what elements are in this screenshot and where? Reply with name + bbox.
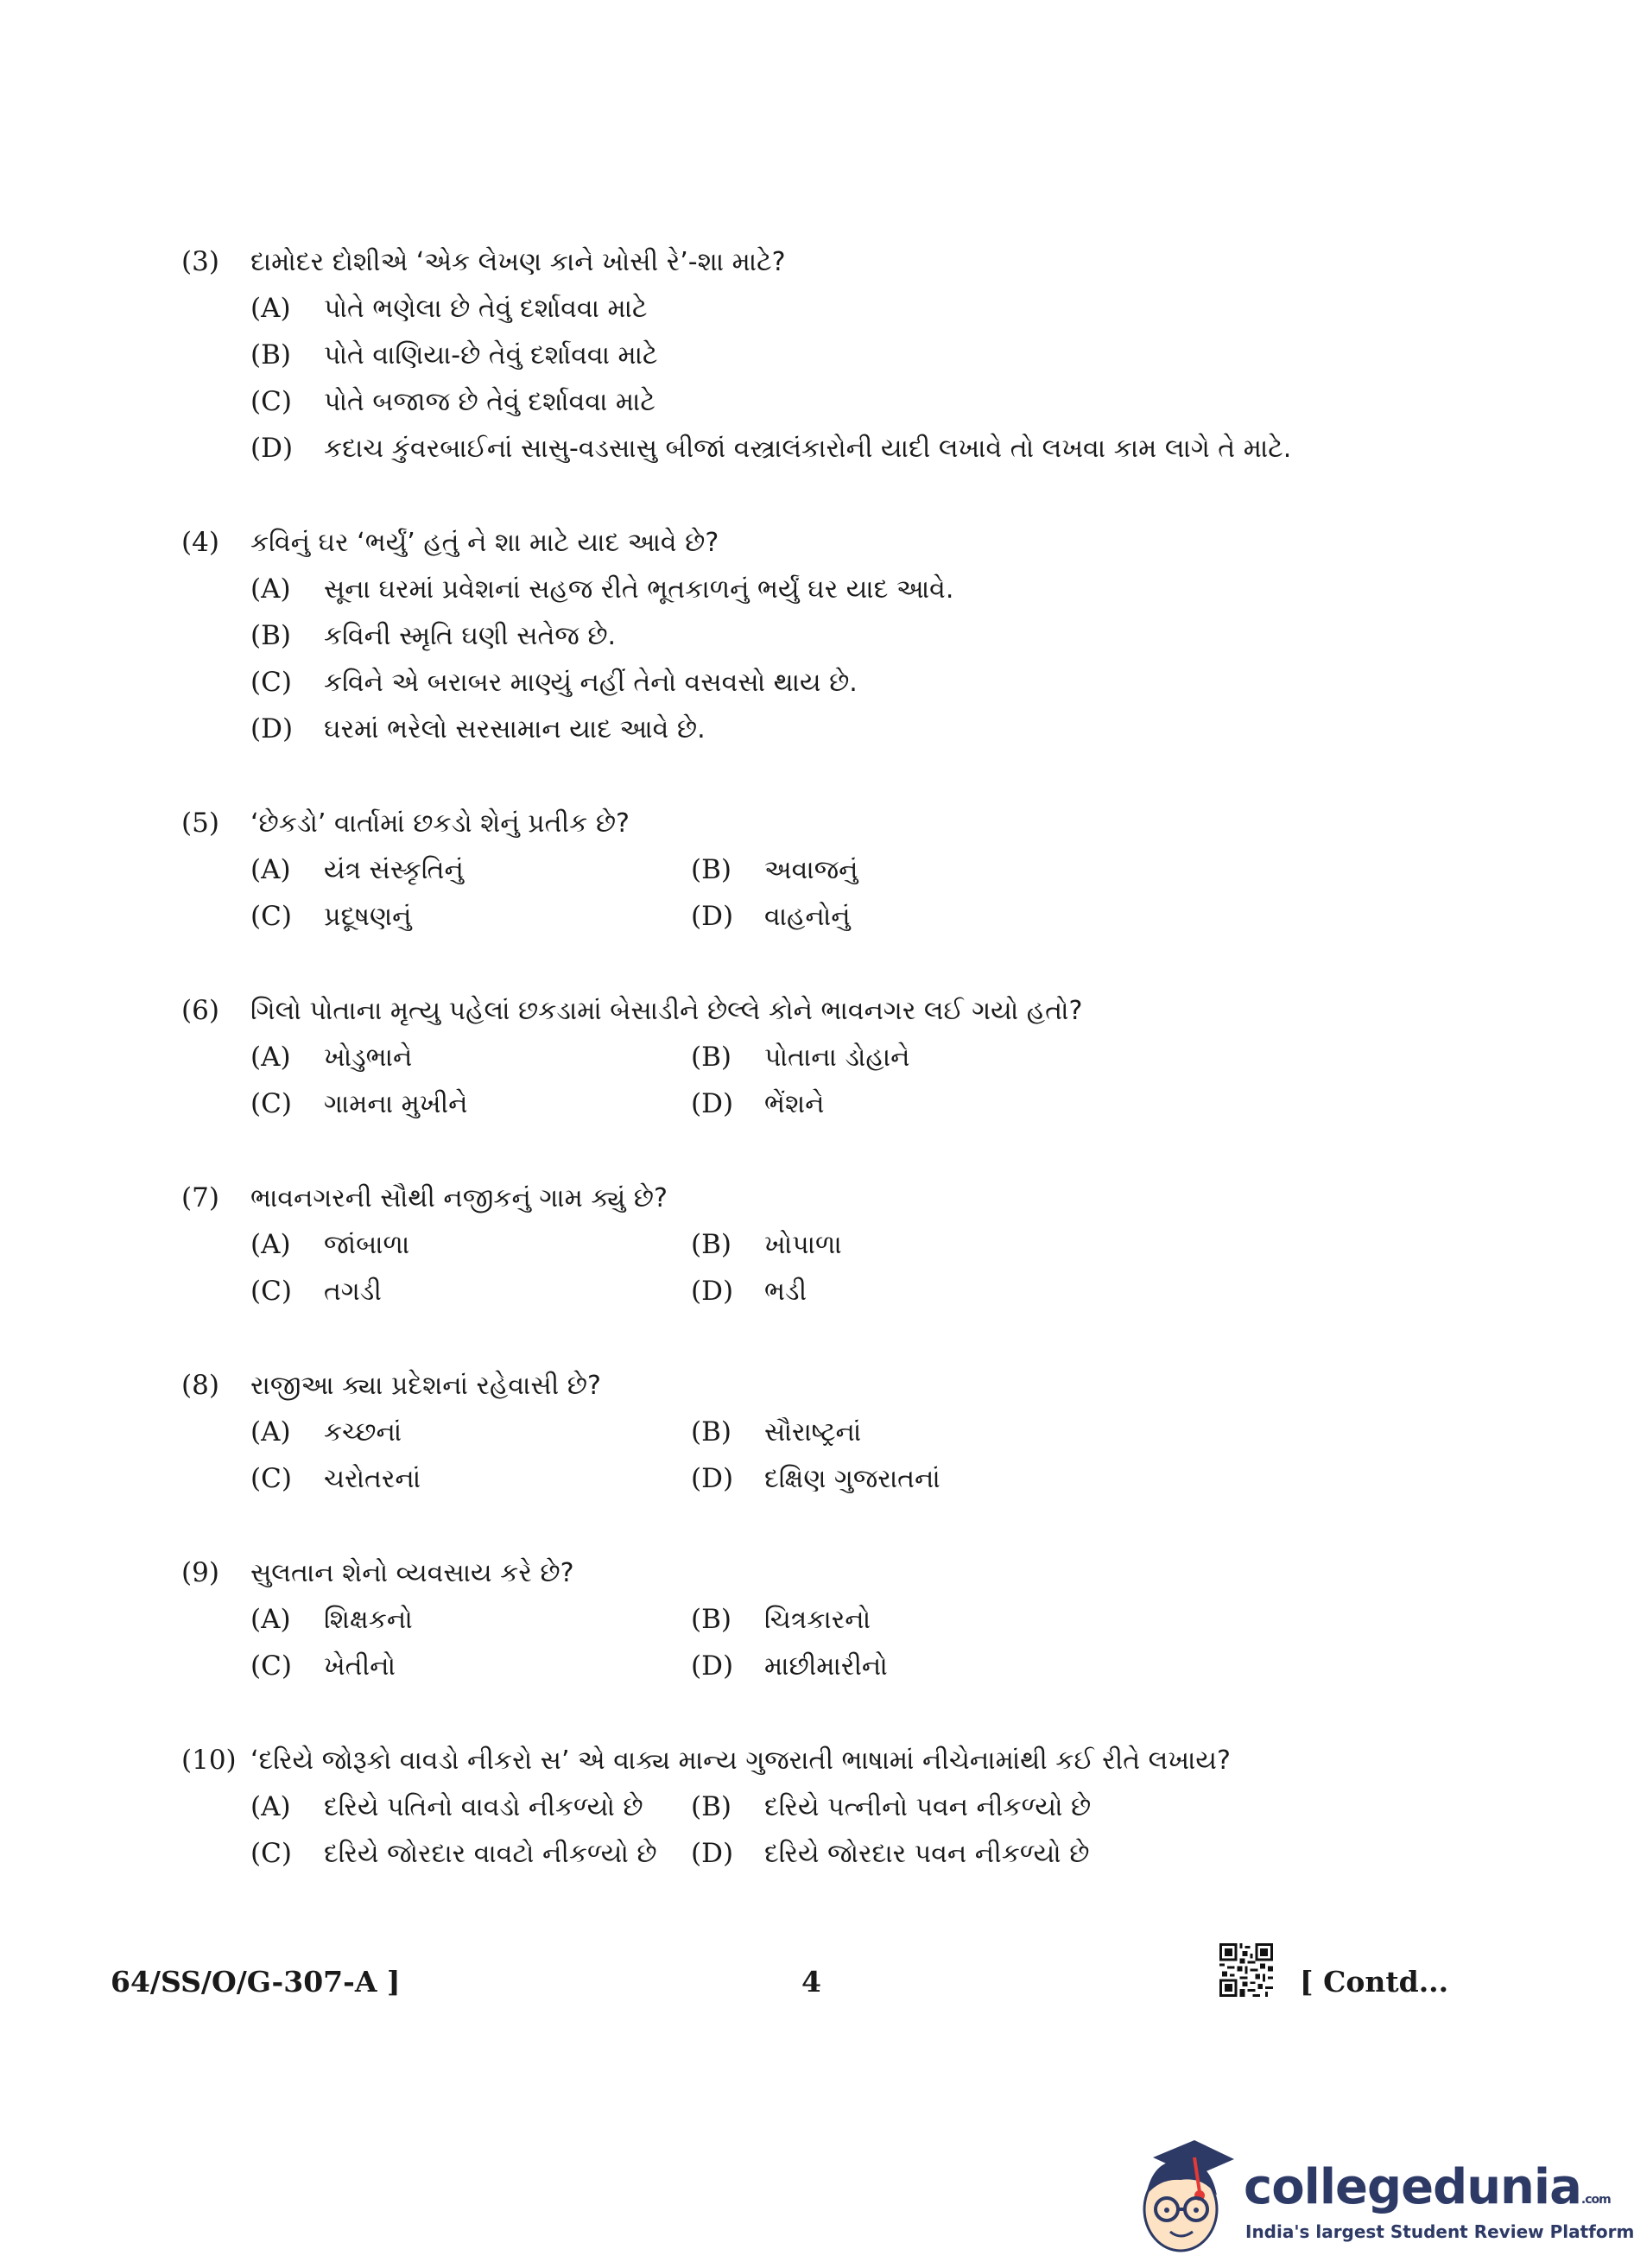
option: (A) કચ્છનાં bbox=[250, 1416, 402, 1448]
option: (D) માછીમારીનો bbox=[691, 1650, 888, 1682]
option: (B) પોતે વાણિયા-છે તેવું દર્શાવવા માટે bbox=[250, 339, 658, 371]
paper-code: 64/SS/O/G-307-A ] bbox=[111, 1965, 401, 1999]
option: (B) દરિયે પત્નીનો પવન નીકળ્યો છે bbox=[691, 1791, 1092, 1822]
question-8 bbox=[181, 1370, 1373, 1510]
option: (A) યંત્ર સંસ્કૃતિનું bbox=[250, 854, 464, 885]
question-6 bbox=[181, 995, 1373, 1135]
option: (A) જાંબાળા bbox=[250, 1229, 410, 1260]
page-number: 4 bbox=[801, 1965, 821, 1999]
option: (C) ચરોતરનાં bbox=[250, 1463, 421, 1494]
question-5 bbox=[181, 808, 1373, 947]
question-text: ‘દરિયે જોરૂકો વાવડો નીકરો સ’ એ વાક્ય માન્ય ગુજરાતી ભાષામાં નીચેનામાંથી કઈ રીતે લખાય? bbox=[250, 1745, 1231, 1776]
option: (C) ગામના મુખીને bbox=[250, 1088, 468, 1119]
option: (C) ખેતીનો bbox=[250, 1650, 396, 1682]
option: (A) સૂના ઘરમાં પ્રવેશનાં સહજ રીતે ભૂતકાળનું ભર્યું ઘર યાદ આવે. bbox=[250, 573, 954, 605]
option: (C) કવિને એ બરાબર માણ્યું નહીં તેનો વસવસો થાય છે. bbox=[250, 667, 858, 698]
option: (B) પોતાના ડોહાને bbox=[691, 1042, 910, 1073]
question-text: કવિનું ઘર ‘ભર્યું’ હતું ને શા માટે યાદ આવે છે? bbox=[250, 528, 719, 558]
option: (D) કદાચ કુંવરબાઈનાં સાસુ-વડસાસુ બીજાં વસ્ત્રાલંકારોની યાદી લખાવે તો લખવા કામ લાગે તે માટે. bbox=[250, 433, 1292, 464]
collegedunia-logo bbox=[1127, 2116, 1634, 2263]
option: (A) શિક્ષકનો bbox=[250, 1604, 413, 1635]
question-text: ગિલો પોતાના મૃત્યુ પહેલાં છકડામાં બેસાડીને છેલ્લે કોને ભાવનગર લઈ ગયો હતો? bbox=[250, 996, 1083, 1026]
logo-tld: .com bbox=[1580, 2193, 1611, 2207]
option: (D) ભડી bbox=[691, 1276, 808, 1307]
question-number: (9) bbox=[181, 1557, 219, 1588]
question-7 bbox=[181, 1182, 1373, 1322]
question-text: ભાવનગરની સૌથી નજીકનું ગામ ક્યું છે? bbox=[250, 1183, 668, 1213]
question-number: (6) bbox=[181, 995, 219, 1026]
logo-name: collegedunia bbox=[1244, 2159, 1581, 2215]
option: (C) પોતે બજાજ છે તેવું દર્શાવવા માટે bbox=[250, 386, 656, 417]
continued-label: [ Contd... bbox=[1300, 1965, 1449, 1999]
logo-tagline: India's largest Student Review Platform bbox=[1245, 2221, 1634, 2242]
option: (A) પોતે ભણેલા છે તેવું દર્શાવવા માટે bbox=[250, 293, 648, 324]
option: (B) અવાજનું bbox=[691, 854, 858, 885]
question-number: (7) bbox=[181, 1182, 219, 1213]
option: (C) તગડી bbox=[250, 1276, 382, 1307]
question-9 bbox=[181, 1557, 1373, 1697]
option: (D) દરિયે જોરદાર પવન નીકળ્યો છે bbox=[691, 1838, 1090, 1869]
question-4 bbox=[181, 527, 1373, 760]
question-number: (4) bbox=[181, 527, 219, 558]
question-text: દામોદર દોશીએ ‘એક લેખણ કાને ખોસી રે’-શા માટે? bbox=[250, 247, 786, 277]
question-10 bbox=[181, 1745, 1373, 1885]
option: (B) ખોપાળા bbox=[691, 1229, 842, 1260]
option: (D) ભેંશને bbox=[691, 1088, 825, 1119]
student-mascot-icon bbox=[1127, 2116, 1239, 2263]
option: (C) પ્રદૂષણનું bbox=[250, 901, 412, 932]
option: (A) ખોડુભાને bbox=[250, 1042, 413, 1073]
question-text: ‘છેકડો’ વાર્તામાં છકડો શેનું પ્રતીક છે? bbox=[250, 808, 630, 839]
question-3 bbox=[181, 246, 1373, 479]
question-text: રાજીઆ ક્યા પ્રદેશનાં રહેવાસી છે? bbox=[250, 1371, 601, 1401]
option: (C) દરિયે જોરદાર વાવટો નીકળ્યો છે bbox=[250, 1838, 657, 1869]
question-text: સુલતાન શેનો વ્યવસાય કરે છે? bbox=[250, 1558, 574, 1588]
question-number: (10) bbox=[181, 1745, 237, 1776]
question-number: (5) bbox=[181, 808, 219, 839]
option: (D) ઘરમાં ભરેલો સરસામાન યાદ આવે છે. bbox=[250, 713, 706, 744]
option: (D) વાહનોનું bbox=[691, 901, 851, 932]
question-number: (3) bbox=[181, 246, 219, 277]
option: (B) કવિની સ્મૃતિ ઘણી સતેજ છે. bbox=[250, 620, 617, 651]
option: (B) ચિત્રકારનો bbox=[691, 1604, 871, 1635]
option: (B) સૌરાષ્ટ્રનાં bbox=[691, 1416, 862, 1448]
option: (A) દરિયે પતિનો વાવડો નીકળ્યો છે bbox=[250, 1791, 643, 1822]
question-number: (8) bbox=[181, 1370, 219, 1401]
option: (D) દક્ષિણ ગુજરાતનાં bbox=[691, 1463, 940, 1494]
qr-code-icon bbox=[1219, 1943, 1273, 1997]
